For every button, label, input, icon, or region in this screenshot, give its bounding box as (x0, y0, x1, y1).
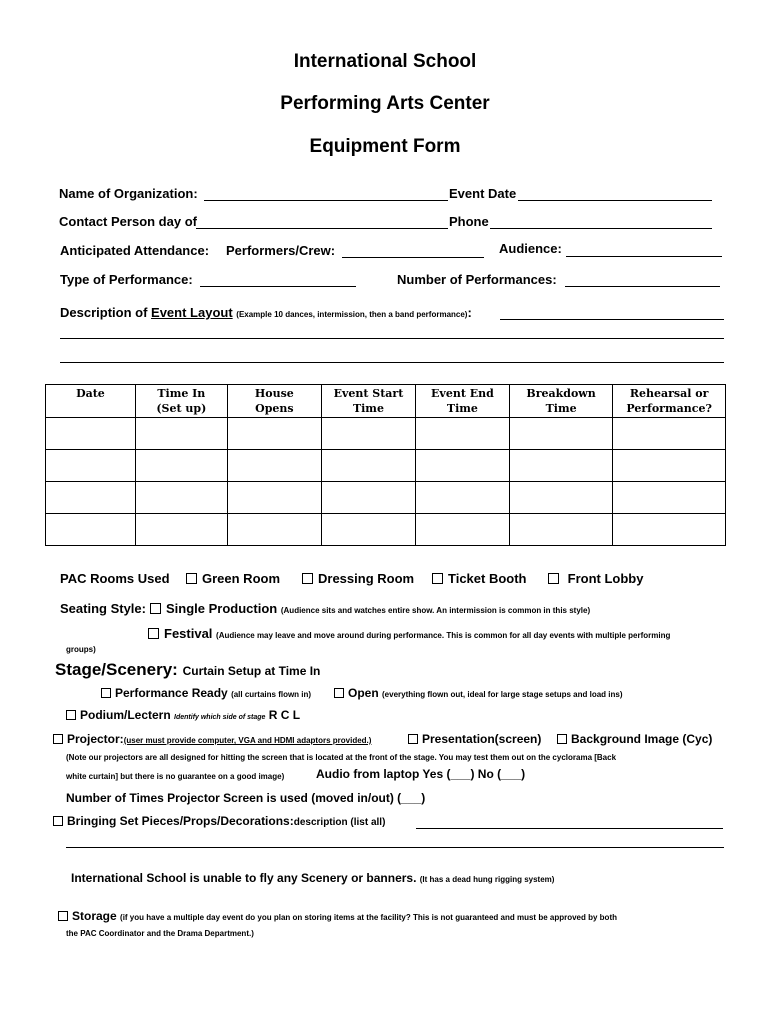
checkbox-icon[interactable] (150, 603, 161, 614)
storage-option[interactable]: Storage (if you have a multiple day event do you plan on storing items at the facility? This is not guaranteed and must be approved by both (58, 909, 617, 923)
description-line-2[interactable] (60, 338, 724, 339)
festival-note-cont: groups) (66, 645, 96, 654)
table-row (46, 514, 726, 546)
table-cell[interactable] (135, 418, 227, 450)
table-cell[interactable] (613, 514, 726, 546)
fly-notice: International School is unable to fly any Scenery or banners. (It has a dead hung rigging system) (71, 871, 555, 885)
event-date-label: Event Date (449, 186, 517, 201)
event-layout-label: Event Layout (151, 305, 233, 320)
rooms-label: PAC Rooms Used (60, 571, 170, 586)
checkbox-icon[interactable] (53, 734, 63, 744)
table-header-row (46, 385, 726, 418)
set-pieces-field[interactable] (416, 828, 723, 829)
checkbox-icon[interactable] (66, 710, 76, 720)
set-pieces-line-2[interactable] (66, 847, 724, 848)
col-time-in: Time In (Set up) (135, 385, 227, 418)
table-cell[interactable] (135, 514, 227, 546)
table-cell[interactable] (227, 450, 321, 482)
form-title: Equipment Form (309, 136, 461, 157)
table-cell[interactable] (613, 482, 726, 514)
set-pieces-option[interactable]: Bringing Set Pieces/Props/Decorations:description (list all) (53, 814, 385, 828)
front-lobby-option[interactable]: Front Lobby (548, 571, 643, 586)
checkbox-icon[interactable] (432, 573, 443, 584)
checkbox-icon[interactable] (557, 734, 567, 744)
num-perf-label: Number of Performances: (397, 272, 557, 287)
checkbox-icon[interactable] (548, 573, 559, 584)
phone-field[interactable] (490, 228, 712, 229)
col-event-start: Event Start Time (321, 385, 415, 418)
col-breakdown: Breakdown Time (509, 385, 612, 418)
table-cell[interactable] (227, 482, 321, 514)
checkbox-icon[interactable] (101, 688, 111, 698)
num-perf-field[interactable] (565, 286, 720, 287)
checkbox-icon[interactable] (408, 734, 418, 744)
table-cell[interactable] (509, 482, 612, 514)
projector-option[interactable]: Projector:(user must provide computer, VGA and HDMI adaptors provided.) (53, 732, 371, 746)
checkbox-icon[interactable] (53, 816, 63, 826)
form-school-title: International School (293, 51, 477, 72)
col-rehearsal: Rehearsal or Performance? (613, 385, 726, 418)
table-cell[interactable] (135, 450, 227, 482)
table-cell[interactable] (415, 514, 509, 546)
table-cell[interactable] (227, 514, 321, 546)
description-label: Description of Event Layout (Example 10 dances, intermission, then a band performance): (60, 305, 472, 320)
phone-label: Phone (449, 214, 489, 229)
form-center-title: Performing Arts Center (280, 93, 490, 114)
table-cell[interactable] (46, 514, 136, 546)
col-house-opens: House Opens (227, 385, 321, 418)
festival-option[interactable]: Festival (Audience may leave and move around during performance. This is common for all day events with multiple performing (148, 626, 670, 641)
performers-label: Performers/Crew: (226, 243, 336, 258)
checkbox-icon[interactable] (148, 628, 159, 639)
table-cell[interactable] (415, 482, 509, 514)
table-cell[interactable] (321, 418, 415, 450)
presentation-option[interactable]: Presentation(screen) (408, 732, 541, 746)
projector-note: (Note our projectors are all designed for hitting the screen that is located at the front of the stage. You may test them out on the cyclorama [Back (66, 753, 617, 762)
checkbox-icon[interactable] (302, 573, 313, 584)
description-example: (Example 10 dances, intermission, then a band performance) (236, 310, 468, 319)
col-event-end: Event End Time (415, 385, 509, 418)
audio-laptop-field[interactable]: Audio from laptop Yes (___) No (___) (316, 767, 526, 781)
performers-field[interactable] (342, 257, 484, 258)
single-production-option[interactable]: Single Production (Audience sits and watches entire show. An intermission is common in this style) (150, 601, 590, 616)
col-date: Date (46, 385, 136, 418)
checkbox-icon[interactable] (334, 688, 344, 698)
table-cell[interactable] (509, 514, 612, 546)
table-row (46, 482, 726, 514)
seating-label: Seating Style: (60, 601, 146, 616)
table-cell[interactable] (46, 418, 136, 450)
audience-field[interactable] (566, 256, 722, 257)
projector-times-field[interactable]: Number of Times Projector Screen is used (moved in/out) (___) (66, 791, 426, 805)
schedule-table (45, 384, 726, 546)
stage-title: Stage/Scenery: Curtain Setup at Time In (55, 660, 321, 679)
projector-note-cont: white curtain] but there is no guarantee on a good image) (66, 772, 285, 781)
table-cell[interactable] (46, 482, 136, 514)
org-label: Name of Organization: (59, 186, 198, 201)
open-option[interactable]: Open (everything flown out, ideal for large stage setups and load ins) (334, 686, 623, 700)
table-row (46, 418, 726, 450)
table-cell[interactable] (46, 450, 136, 482)
table-cell[interactable] (509, 418, 612, 450)
table-cell[interactable] (415, 418, 509, 450)
table-row (46, 450, 726, 482)
description-field[interactable] (500, 319, 724, 320)
anticipated-label: Anticipated Attendance: (60, 243, 210, 258)
contact-label: Contact Person day of (59, 214, 197, 229)
table-cell[interactable] (613, 450, 726, 482)
table-cell[interactable] (321, 482, 415, 514)
table-cell[interactable] (613, 418, 726, 450)
green-room-option[interactable]: Green Room (186, 571, 280, 586)
table-cell[interactable] (509, 450, 612, 482)
background-image-option[interactable]: Background Image (Cyc) (557, 732, 712, 746)
table-cell[interactable] (135, 482, 227, 514)
type-field[interactable] (200, 286, 356, 287)
table-cell[interactable] (321, 514, 415, 546)
dressing-room-option[interactable]: Dressing Room (302, 571, 414, 586)
description-line-3[interactable] (60, 362, 724, 363)
contact-field[interactable] (196, 228, 448, 229)
table-cell[interactable] (227, 418, 321, 450)
org-field[interactable] (204, 200, 448, 201)
podium-option[interactable]: Podium/Lectern Identify which side of stage R C L (66, 708, 300, 722)
type-label: Type of Performance: (60, 272, 193, 287)
ticket-booth-option[interactable]: Ticket Booth (432, 571, 527, 586)
table-cell[interactable] (415, 450, 509, 482)
performance-ready-option[interactable]: Performance Ready (all curtains flown in) (101, 686, 311, 700)
storage-note-cont: the PAC Coordinator and the Drama Department.) (66, 929, 254, 938)
checkbox-icon[interactable] (186, 573, 197, 584)
audience-label: Audience: (499, 241, 562, 256)
checkbox-icon[interactable] (58, 911, 68, 921)
table-cell[interactable] (321, 450, 415, 482)
event-date-field[interactable] (518, 200, 712, 201)
